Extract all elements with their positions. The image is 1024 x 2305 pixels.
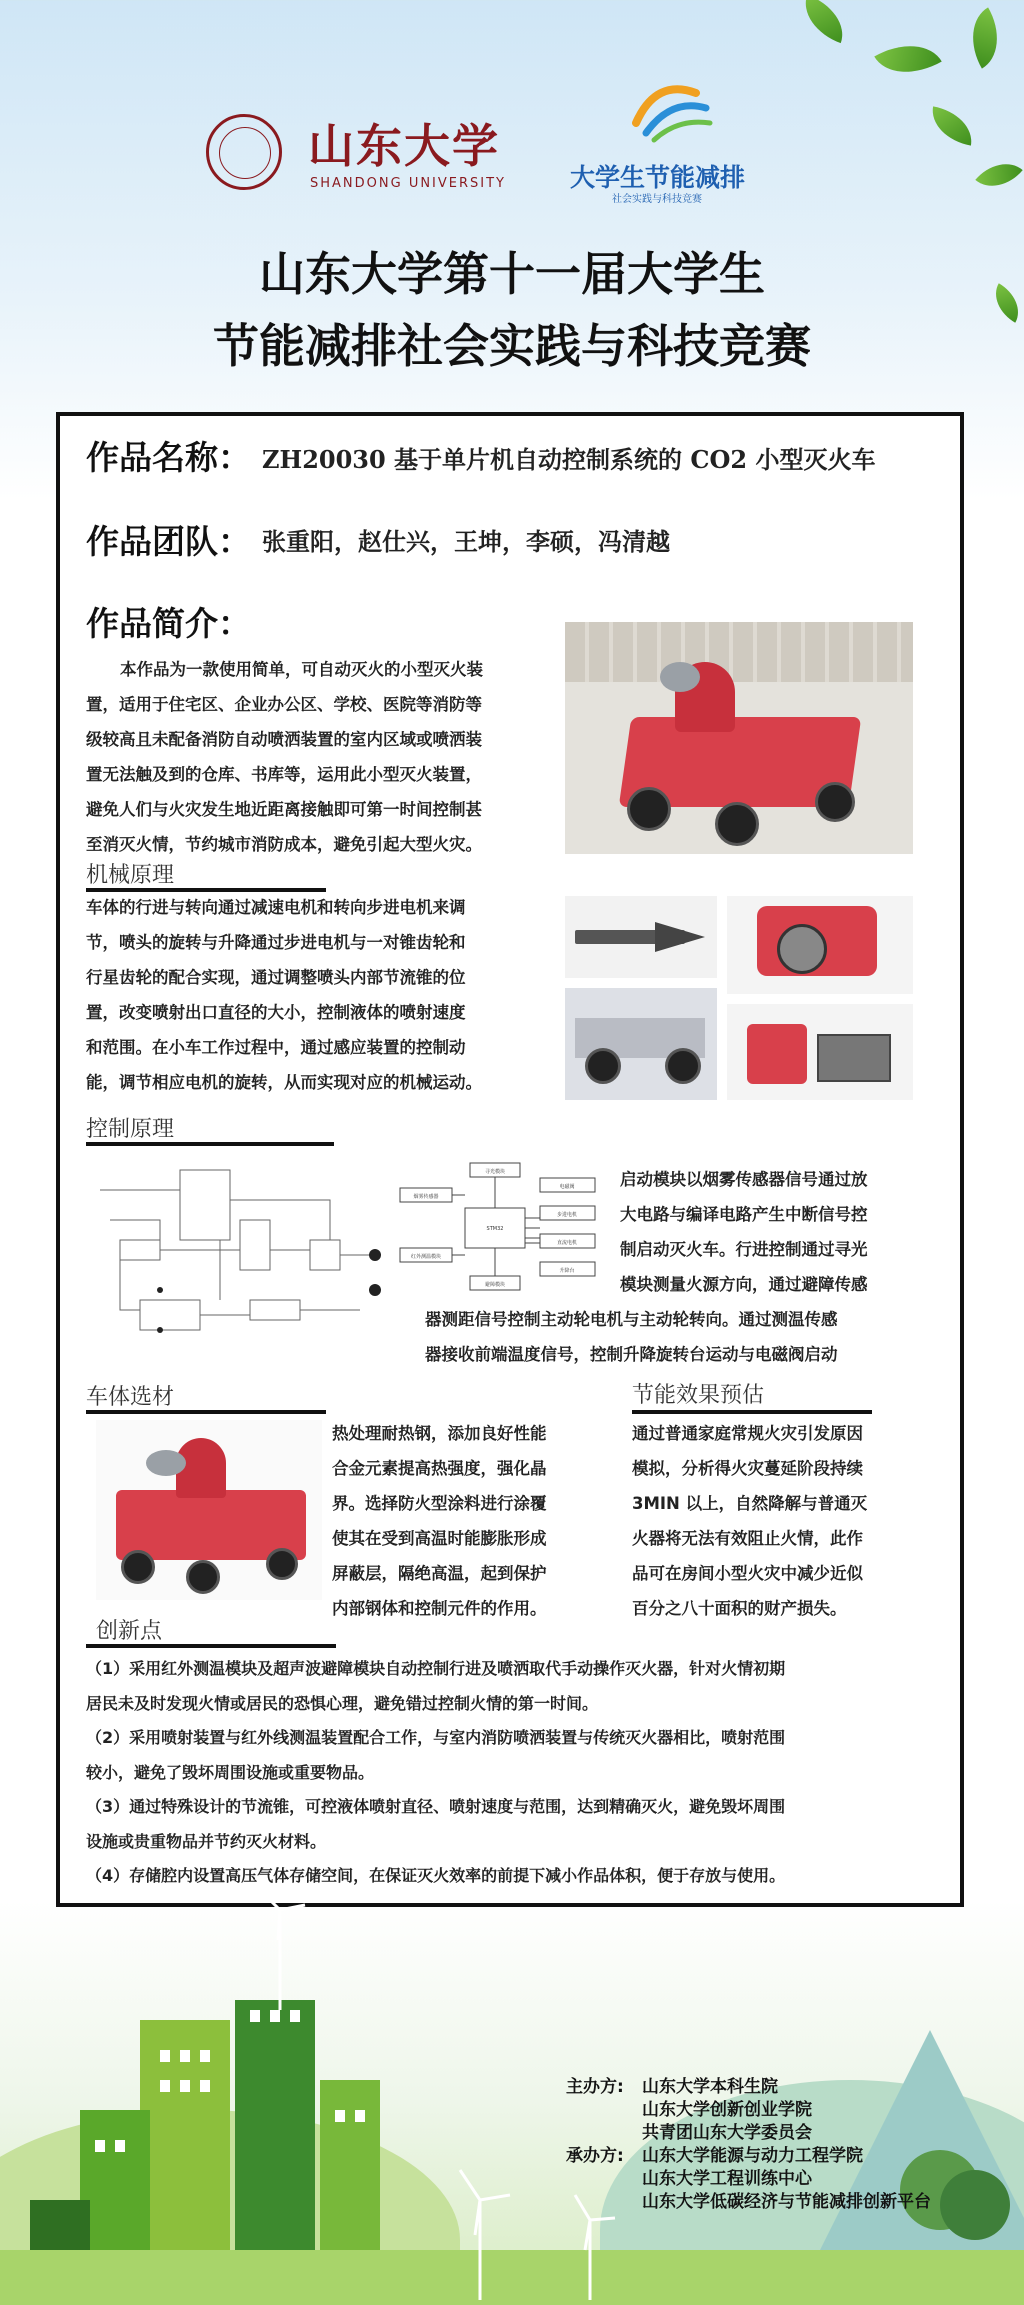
mechanical-line: 节，喷头的旋转与升降通过步进电机与一对锥齿轮和 xyxy=(86,933,466,952)
mechanical-line: 能，调节相应电机的旋转，从而实现对应的机械运动。 xyxy=(86,1073,482,1092)
poster-title-line1: 山东大学第十一届大学生 xyxy=(259,247,765,301)
competition-logo-icon xyxy=(626,78,716,148)
effect-line: 火器将无法有效阻止火情，此作 xyxy=(632,1529,863,1548)
section-underline xyxy=(632,1410,872,1414)
innovation-line: 较小，避免了毁坏周围设施或重要物品。 xyxy=(86,1762,375,1782)
block-label: 寻光模块 xyxy=(484,1169,506,1175)
mechanical-line: 和范围。在小车工作过程中，通过感应装置的控制动 xyxy=(86,1038,466,1057)
material-title: 车体选材 xyxy=(86,1385,175,1410)
material-line: 热处理耐热钢，添加良好性能 xyxy=(332,1424,547,1443)
circuit-schematic-diagram xyxy=(100,1160,390,1360)
university-name: 山东大学 xyxy=(308,119,500,173)
control-line: 大电路与编译电路产生中断信号控 xyxy=(620,1205,868,1224)
effect-line: 模拟，分析得火灾蔓延阶段持续 xyxy=(632,1459,863,1478)
work-name-value: ZH20030 基于单片机自动控制系统的 CO2 小型灭火车 xyxy=(262,445,876,474)
innovation-line: 设施或贵重物品并节约灭火材料。 xyxy=(86,1831,327,1851)
intro-paragraph xyxy=(86,652,556,862)
mechanical-line: 行星齿轮的配合实现，通过调整喷头内部节流锥的位 xyxy=(86,968,466,987)
car-body-render-photo xyxy=(96,1420,322,1600)
innovation-line: （2）采用喷射装置与红外线测温装置配合工作，与室内消防喷洒装置与传统灭火器相比，喷射范围 xyxy=(86,1728,786,1747)
block-center-label: STM32 xyxy=(486,1226,504,1232)
control-title: 控制原理 xyxy=(86,1117,175,1142)
innovation-line: （1）采用红外测温模块及超声波避障模块自动控制行进及喷洒取代手动操作灭火器，针对火情初期 xyxy=(86,1659,786,1678)
host-label: 主办方: xyxy=(566,2077,624,2097)
wind-turbine-icon xyxy=(250,1870,310,2010)
section-underline xyxy=(86,1644,336,1648)
material-line: 合金元素提高热强度，强化晶 xyxy=(332,1459,547,1478)
control-block-diagram xyxy=(395,1158,600,1298)
innovation-paragraph xyxy=(86,1652,946,1894)
leaf-decoration xyxy=(874,29,941,90)
mechanical-line: 置，改变喷射出口直径的大小，控制液体的喷射速度 xyxy=(86,1003,466,1022)
competition-subtitle: 社会实践与科技竞赛 xyxy=(612,194,702,205)
effect-line: 3MIN 以上，自然降解与普通灭 xyxy=(632,1494,868,1513)
team-label: 作品团队： xyxy=(86,522,251,561)
host-item: 山东大学本科生院 xyxy=(642,2077,778,2097)
material-paragraph xyxy=(332,1416,597,1626)
innovation-line: （4）存储腔内设置高压气体存储空间，在保证灭火效率的前提下减小作品体积，便于存放与使用。 xyxy=(86,1866,786,1885)
competition-name: 大学生节能减排 xyxy=(570,163,746,192)
block-label: 避障模块 xyxy=(484,1282,506,1288)
effect-paragraph xyxy=(632,1416,922,1626)
intro-line: 避免人们与火灾发生地近距离接触即可第一时间控制甚 xyxy=(86,800,482,819)
intro-line: 置，适用于住宅区、企业办公区、学校、医院等消防等 xyxy=(86,695,482,714)
intro-line: 级较高且未配备消防自动喷洒装置的室内区域或喷洒装 xyxy=(86,730,482,749)
leaf-decoration xyxy=(957,7,1013,68)
intro-label: 作品简介： xyxy=(86,604,251,643)
block-label: 电磁阀 xyxy=(559,1184,575,1190)
host-item: 共青团山东大学委员会 xyxy=(642,2123,812,2143)
university-english-name: SHANDONG UNIVERSITY xyxy=(310,176,506,191)
leaf-decoration xyxy=(928,106,977,145)
material-line: 内部钢体和控制元件的作用。 xyxy=(332,1599,547,1618)
stepper-motor-photo xyxy=(727,1004,913,1100)
innovation-title: 创新点 xyxy=(96,1619,163,1644)
mechanical-title: 机械原理 xyxy=(86,863,175,888)
undertaker-item: 山东大学能源与动力工程学院 xyxy=(642,2146,863,2166)
innovation-line: 居民未及时发现火情或居民的恐惧心理，避免错过控制火情的第一时间。 xyxy=(86,1693,599,1713)
organizers-block xyxy=(566,2076,931,2214)
host-item: 山东大学创新创业学院 xyxy=(642,2100,812,2120)
block-label: 烟雾传感器 xyxy=(413,1194,439,1200)
effect-title: 节能效果预估 xyxy=(632,1383,765,1408)
intro-line: 置无法触及到的仓库、书库等，运用此小型灭火装置， xyxy=(86,765,482,784)
control-line: 制启动灭火车。行进控制通过寻光 xyxy=(620,1240,868,1259)
block-label: 升降台 xyxy=(559,1268,575,1274)
control-paragraph-right xyxy=(620,1162,920,1302)
control-paragraph-full xyxy=(425,1302,925,1372)
undertake-label: 承办方: xyxy=(566,2146,624,2166)
car-render-photo xyxy=(565,622,913,854)
university-seal-logo xyxy=(206,114,282,190)
chassis-wheel-photo xyxy=(565,988,717,1100)
control-line: 器测距信号控制主动轮电机与主动轮转向。通过测温传感 xyxy=(425,1310,838,1329)
block-label: 红外测温模块 xyxy=(410,1254,442,1260)
block-label: 直流电机 xyxy=(556,1240,578,1246)
effect-line: 百分之八十面积的财产损失。 xyxy=(632,1599,847,1618)
section-underline xyxy=(86,1142,334,1146)
control-line: 器接收前端温度信号，控制升降旋转台运动与电磁阀启动 xyxy=(425,1345,838,1364)
innovation-line: （3）通过特殊设计的节流锥，可控液体喷射直径、喷射速度与范围，达到精确灭火，避免毁坏周围 xyxy=(86,1797,786,1816)
section-underline xyxy=(86,1410,326,1414)
leaf-decoration xyxy=(975,151,1022,199)
material-line: 屏蔽层，隔绝高温，起到保护 xyxy=(332,1564,547,1583)
poster-title-line2: 节能减排社会实践与科技竞赛 xyxy=(213,319,811,373)
effect-line: 品可在房间小型火灾中减少近似 xyxy=(632,1564,863,1583)
nozzle-cone-photo xyxy=(565,896,717,978)
undertaker-item: 山东大学低碳经济与节能减排创新平台 xyxy=(642,2192,931,2212)
team-value: 张重阳，赵仕兴，王坤，李硕，冯清越 xyxy=(262,528,670,556)
leaf-decoration xyxy=(796,0,853,43)
mechanical-line: 车体的行进与转向通过减速电机和转向步进电机来调 xyxy=(86,898,466,917)
material-line: 使其在受到高温时能膨胀形成 xyxy=(332,1529,547,1548)
undertaker-item: 山东大学工程训练中心 xyxy=(642,2169,812,2189)
block-label: 步进电机 xyxy=(556,1212,578,1218)
control-line: 模块测量火源方向，通过避障传感 xyxy=(620,1275,868,1294)
intro-line: 本作品为一款使用简单，可自动灭火的小型灭火装 xyxy=(120,660,483,679)
effect-line: 通过普通家庭常规火灾引发原因 xyxy=(632,1424,863,1443)
mechanical-paragraph xyxy=(86,890,556,1100)
control-line: 启动模块以烟雾传感器信号通过放 xyxy=(620,1170,868,1189)
work-name-label: 作品名称： xyxy=(86,438,251,477)
gear-rotation-photo xyxy=(727,896,913,994)
intro-line: 至消灭火情，节约城市消防成本，避免引起大型火灾。 xyxy=(86,835,482,854)
material-line: 界。选择防火型涂料进行涂覆 xyxy=(332,1494,547,1513)
